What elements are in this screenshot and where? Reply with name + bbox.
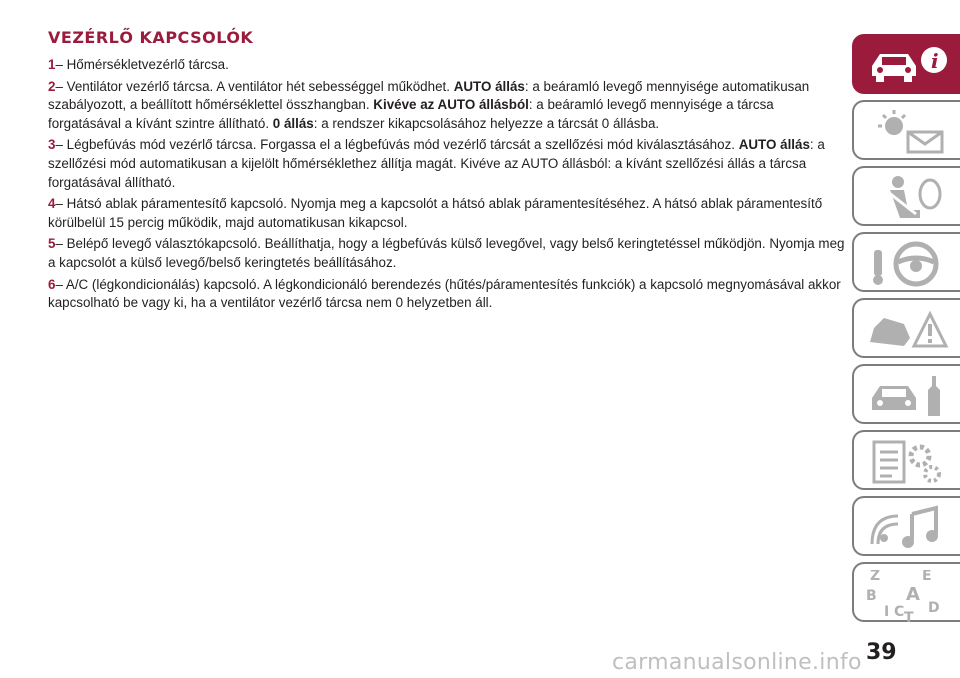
item-emphasis: Kivéve az AUTO állásból bbox=[373, 97, 529, 113]
list-item bbox=[48, 195, 848, 232]
chapter-tab-6[interactable] bbox=[852, 364, 960, 424]
item-text: – Légbefúvás mód vezérlő tárcsa. Forgassa el a légbefúvás mód vezérlő tárcsát a szellőzési mód kiválasztásához. bbox=[55, 137, 739, 153]
item-number: 2 bbox=[48, 78, 56, 94]
svg-text:A: A bbox=[906, 584, 920, 605]
svg-text:I: I bbox=[884, 604, 890, 620]
svg-text:i: i bbox=[931, 49, 939, 73]
item-text: – A/C (légkondicionálás) kapcsoló. A légkondicionáló berendezés (hűtés/páramentesítés funkciók) a kapcsoló megnyomásával akkor kapcsolható be vagy ki, ha a ventilátor vezérlő tárcsa nem 0 helyzetben áll. bbox=[48, 276, 841, 311]
svg-text:D: D bbox=[928, 600, 940, 616]
item-emphasis: 0 állás bbox=[272, 115, 314, 131]
chapter-tab-2[interactable] bbox=[852, 100, 960, 160]
item-number: 3 bbox=[48, 137, 56, 153]
chapter-tab-3[interactable] bbox=[852, 166, 960, 226]
svg-text:B: B bbox=[866, 588, 877, 604]
chapter-tab-1[interactable] bbox=[852, 34, 960, 94]
item-text: – Hőmérsékletvezérlő tárcsa. bbox=[55, 57, 229, 72]
list-item bbox=[48, 276, 848, 313]
item-text: – Hátsó ablak páramentesítő kapcsoló. Nyomja meg a kapcsolót a hátsó ablak páramentesítéséhez. A hátsó ablak páramentesítő körülbelül 15 percig működik, majd automatikusan kikapcsol. bbox=[48, 196, 823, 230]
svg-text:C: C bbox=[894, 604, 905, 620]
chapter-tab-9[interactable] bbox=[852, 562, 960, 622]
watermark: carmanualsonline.info bbox=[612, 650, 862, 675]
item-emphasis: AUTO állás bbox=[738, 137, 810, 153]
svg-text:E: E bbox=[922, 570, 932, 584]
item-text: – Belépő levegő választókapcsoló. Beállíthatja, hogy a légbefúvás külső levegővel, vagy belső keringtetéssel működjön. Nyomja meg a kapcsolót a külső levegő/belső keringtetés beállításához. bbox=[48, 236, 845, 270]
chapter-tab-5[interactable] bbox=[852, 298, 960, 358]
item-text: : a szellőzési mód automatikusan a kijelölt hőmérséklethez állítja magát. Kivéve az AUTO állásból: a kívánt szellőzési állás a tárcsa forgatásával állítható. bbox=[48, 137, 825, 190]
item-number: 1 bbox=[48, 57, 56, 72]
item-emphasis: AUTO állás bbox=[453, 78, 525, 94]
item-number: 4 bbox=[48, 196, 56, 212]
list-item bbox=[48, 56, 848, 75]
content-body bbox=[48, 56, 848, 316]
svg-text:Z: Z bbox=[870, 570, 881, 584]
item-text: : a beáramló levegő mennyisége automatikusan szabályozott, a beállított hőmérséklettel összhangban. bbox=[48, 78, 810, 113]
section-title: VEZÉRLŐ KAPCSOLÓK bbox=[48, 28, 254, 47]
list-item bbox=[48, 235, 848, 272]
list-item bbox=[48, 78, 848, 134]
chapter-tab-7[interactable] bbox=[852, 430, 960, 490]
item-text: – Ventilátor vezérlő tárcsa. A ventilátor hét sebességgel működhet. bbox=[55, 78, 454, 94]
item-number: 6 bbox=[48, 276, 56, 292]
item-text: : a rendszer kikapcsolásához helyezze a tárcsát 0 állásba. bbox=[313, 115, 660, 131]
page-number: 39 bbox=[866, 640, 897, 665]
svg-text:T: T bbox=[904, 610, 914, 622]
chapter-tab-4[interactable] bbox=[852, 232, 960, 292]
item-text: : a beáramló levegő mennyisége a tárcsa forgatásával a kívánt szintre állítható. bbox=[48, 97, 774, 131]
item-number: 5 bbox=[48, 236, 56, 252]
chapter-tab-8[interactable] bbox=[852, 496, 960, 556]
list-item bbox=[48, 136, 848, 192]
